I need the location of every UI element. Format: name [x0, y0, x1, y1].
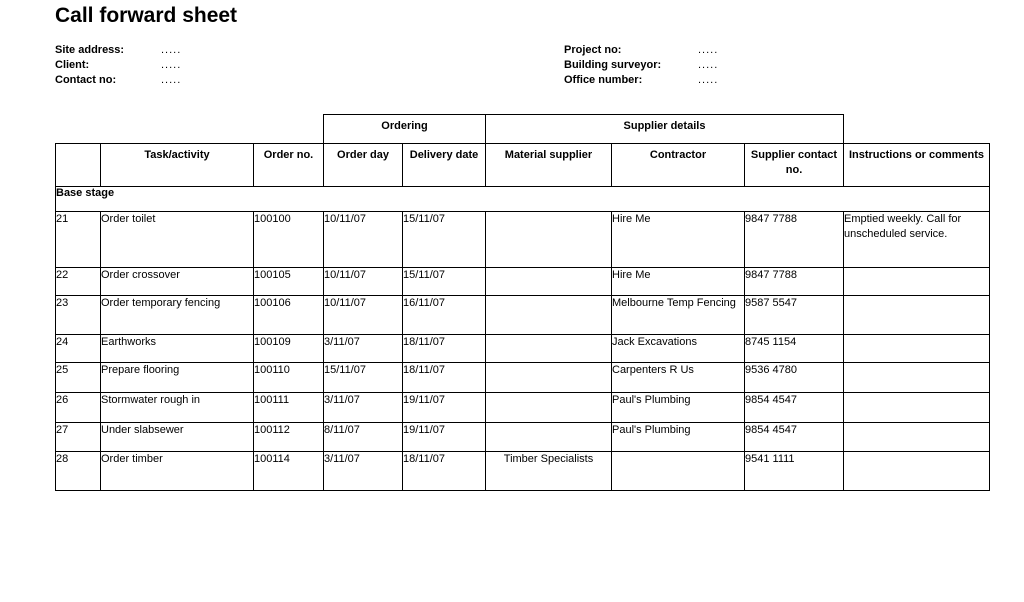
cell-order-no: 100112 — [254, 423, 324, 452]
project-no-value: ..... — [698, 44, 719, 56]
cell-supplier-contact: 9847 7788 — [745, 212, 844, 268]
site-address-value: ..... — [161, 44, 182, 56]
cell-delivery-date: 18/11/07 — [403, 335, 486, 363]
cell-delivery-date: 18/11/07 — [403, 363, 486, 393]
cell-delivery-date: 19/11/07 — [403, 393, 486, 423]
column-header-supplier-contact: Supplier contact no. — [745, 144, 844, 187]
ordering-group-header: Ordering — [324, 115, 486, 144]
cell-contractor: Hire Me — [612, 212, 745, 268]
contact-no-label: Contact no: — [55, 74, 117, 86]
cell-order-no: 100110 — [254, 363, 324, 393]
cell-number: 26 — [56, 393, 101, 423]
cell-order-no: 100114 — [254, 452, 324, 491]
cell-contractor: Carpenters R Us — [612, 363, 745, 393]
project-no-row — [564, 43, 718, 58]
cell-number: 25 — [56, 363, 101, 393]
cell-delivery-date: 15/11/07 — [403, 268, 486, 296]
cell-task: Stormwater rough in — [101, 393, 254, 423]
cell-material-supplier: Timber Specialists — [486, 452, 612, 491]
cell-supplier-contact: 9854 4547 — [745, 423, 844, 452]
table-row — [56, 212, 990, 268]
cell-order-day: 10/11/07 — [324, 268, 403, 296]
cell-contractor — [612, 452, 745, 491]
cell-contractor: Hire Me — [612, 268, 745, 296]
office-number-label: Office number: — [564, 74, 643, 86]
cell-material-supplier — [486, 393, 612, 423]
cell-delivery-date: 16/11/07 — [403, 296, 486, 335]
column-header-order-day: Order day — [324, 144, 403, 187]
group-header-spacer-right — [844, 115, 990, 144]
building-surveyor-value: ..... — [698, 59, 719, 71]
cell-comments — [844, 363, 990, 393]
cell-order-day: 3/11/07 — [324, 393, 403, 423]
call-forward-table — [55, 114, 990, 491]
table-row — [56, 296, 990, 335]
client-value: ..... — [161, 59, 182, 71]
cell-comments — [844, 423, 990, 452]
cell-contractor: Paul's Plumbing — [612, 393, 745, 423]
cell-material-supplier — [486, 335, 612, 363]
cell-order-no: 100106 — [254, 296, 324, 335]
building-surveyor-label: Building surveyor: — [564, 59, 662, 71]
cell-task: Earthworks — [101, 335, 254, 363]
column-header-task: Task/activity — [101, 144, 254, 187]
cell-order-no: 100100 — [254, 212, 324, 268]
cell-delivery-date: 19/11/07 — [403, 423, 486, 452]
cell-order-day: 10/11/07 — [324, 212, 403, 268]
building-surveyor-row — [564, 58, 718, 73]
cell-number: 21 — [56, 212, 101, 268]
cell-delivery-date: 18/11/07 — [403, 452, 486, 491]
cell-material-supplier — [486, 423, 612, 452]
cell-task: Under slabsewer — [101, 423, 254, 452]
site-address-label: Site address: — [55, 44, 125, 56]
cell-delivery-date: 15/11/07 — [403, 212, 486, 268]
cell-supplier-contact: 9541 1111 — [745, 452, 844, 491]
cell-material-supplier — [486, 296, 612, 335]
project-no-label: Project no: — [564, 44, 622, 56]
cell-comments — [844, 268, 990, 296]
cell-number: 28 — [56, 452, 101, 491]
cell-material-supplier — [486, 212, 612, 268]
cell-order-day: 3/11/07 — [324, 452, 403, 491]
table-row — [56, 393, 990, 423]
table-row — [56, 423, 990, 452]
office-number-value: ..... — [698, 74, 719, 86]
cell-contractor: Paul's Plumbing — [612, 423, 745, 452]
cell-material-supplier — [486, 268, 612, 296]
cell-comments — [844, 335, 990, 363]
cell-comments — [844, 452, 990, 491]
cell-order-day: 8/11/07 — [324, 423, 403, 452]
cell-supplier-contact: 9587 5547 — [745, 296, 844, 335]
cell-supplier-contact: 9854 4547 — [745, 393, 844, 423]
cell-material-supplier — [486, 363, 612, 393]
page-title: Call forward sheet — [55, 4, 238, 27]
cell-task: Order crossover — [101, 268, 254, 296]
column-header-contractor: Contractor — [612, 144, 745, 187]
cell-number: 27 — [56, 423, 101, 452]
project-info-left — [55, 43, 181, 88]
cell-task: Order timber — [101, 452, 254, 491]
cell-task: Order temporary fencing — [101, 296, 254, 335]
cell-supplier-contact: 8745 1154 — [745, 335, 844, 363]
stage-label: Base stage — [56, 187, 990, 212]
cell-number: 24 — [56, 335, 101, 363]
cell-order-no: 100105 — [254, 268, 324, 296]
column-header-delivery-date: Delivery date — [403, 144, 486, 187]
cell-comments — [844, 393, 990, 423]
column-header-number — [56, 144, 101, 187]
contact-no-value: ..... — [161, 74, 182, 86]
cell-contractor: Jack Excavations — [612, 335, 745, 363]
column-header-material-supplier: Material supplier — [486, 144, 612, 187]
cell-task: Prepare flooring — [101, 363, 254, 393]
column-header-order-no: Order no. — [254, 144, 324, 187]
cell-order-day: 10/11/07 — [324, 296, 403, 335]
cell-order-no: 100109 — [254, 335, 324, 363]
group-header-spacer — [56, 115, 324, 144]
table-row — [56, 363, 990, 393]
supplier-details-group-header: Supplier details — [486, 115, 844, 144]
cell-comments: Emptied weekly. Call for unscheduled service. — [844, 212, 990, 268]
cell-order-day: 3/11/07 — [324, 335, 403, 363]
cell-number: 23 — [56, 296, 101, 335]
cell-order-no: 100111 — [254, 393, 324, 423]
office-number-row — [564, 73, 718, 88]
cell-comments — [844, 296, 990, 335]
contact-no-row — [55, 73, 181, 88]
table-row — [56, 452, 990, 491]
client-row — [55, 58, 181, 73]
client-label: Client: — [55, 59, 90, 71]
project-info-right — [564, 43, 718, 88]
cell-task: Order toilet — [101, 212, 254, 268]
group-header-row — [56, 115, 990, 144]
stage-row — [56, 187, 990, 212]
site-address-row — [55, 43, 181, 58]
table-row — [56, 335, 990, 363]
cell-supplier-contact: 9536 4780 — [745, 363, 844, 393]
column-header-row — [56, 144, 990, 187]
column-header-comments: Instructions or comments — [844, 144, 990, 187]
cell-contractor: Melbourne Temp Fencing — [612, 296, 745, 335]
cell-order-day: 15/11/07 — [324, 363, 403, 393]
cell-number: 22 — [56, 268, 101, 296]
cell-supplier-contact: 9847 7788 — [745, 268, 844, 296]
table-row — [56, 268, 990, 296]
